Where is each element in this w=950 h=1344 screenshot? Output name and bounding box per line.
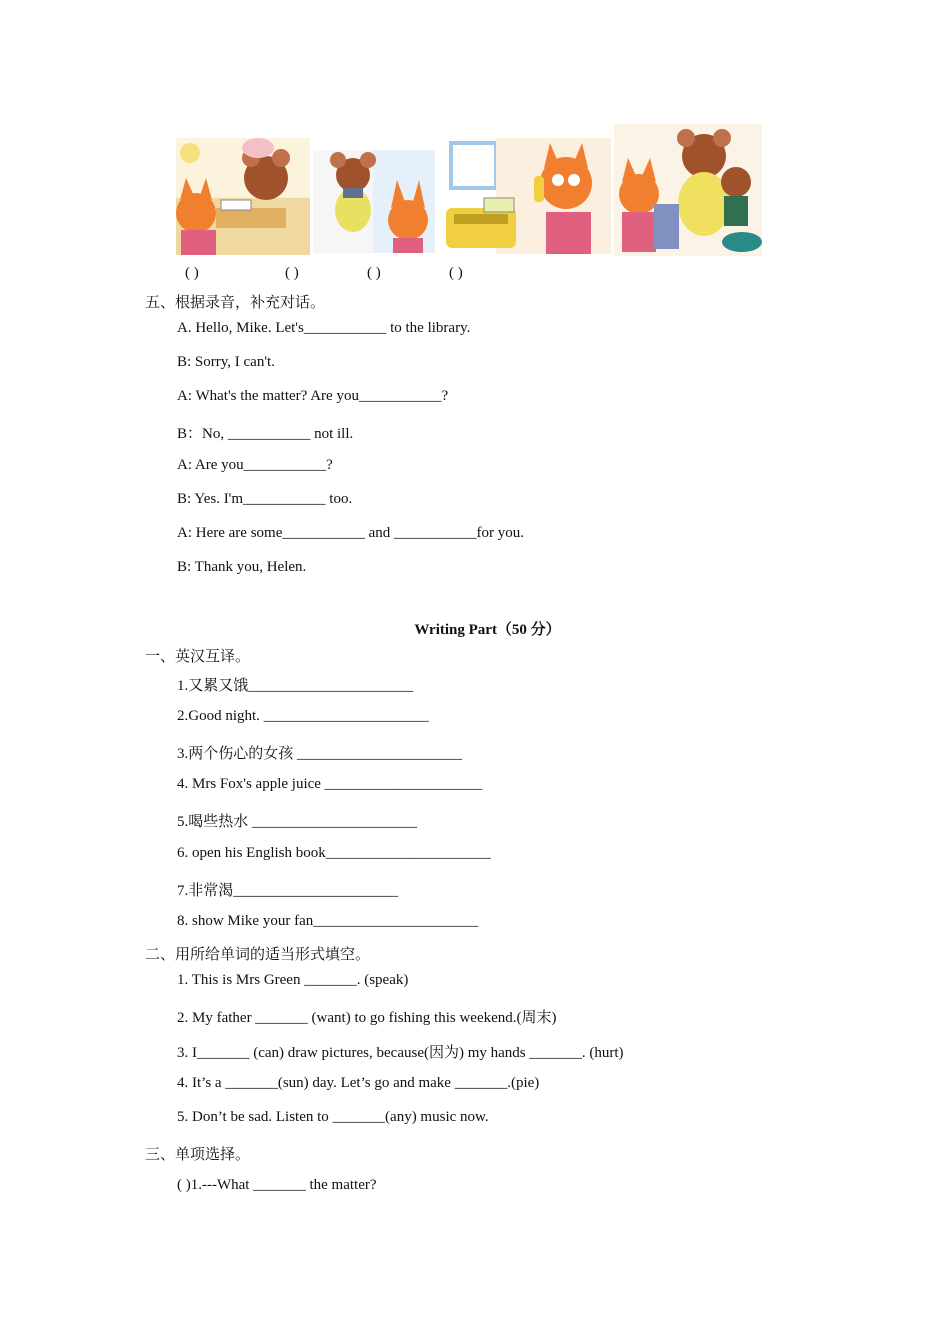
picture-1 (176, 138, 310, 255)
answer-paren-4[interactable]: ( ) (449, 265, 463, 281)
choice-item: ( )1.---What _______ the matter? (177, 1177, 377, 1193)
fill-blank-item: 2. My father _______ (want) to go fishing this weekend.(周末) (177, 1010, 557, 1026)
dialogue-line: A: What's the matter? Are you___________? (177, 388, 449, 404)
answer-paren-2[interactable]: ( ) (285, 265, 299, 281)
fill-blank-item: 3. I_______ (can) draw pictures, because(因为) my hands _______. (hurt) (177, 1045, 624, 1061)
part-two-heading: 二、用所给单词的适当形式填空。 (145, 947, 371, 963)
translation-item: 2.Good night. ______________________ (177, 708, 429, 724)
picture-3 (446, 138, 611, 254)
dialogue-line: B: Thank you, Helen. (177, 559, 307, 575)
translation-item: 7.非常渴______________________ (177, 883, 399, 899)
section-five-heading: 五、根据录音，补充对话。 (145, 295, 326, 311)
dialogue-line: A: Here are some___________ and ___________for you. (177, 525, 525, 541)
fox-on-phone-icon (446, 138, 611, 254)
dialogue-line: B: Sorry, I can't. (177, 354, 275, 370)
translation-item: 4. Mrs Fox's apple juice _____________________ (177, 776, 483, 792)
translation-item: 8. show Mike your fan______________________ (177, 913, 479, 929)
translation-item: 1.又累又饿______________________ (177, 678, 414, 694)
writing-part-title: Writing Part（50 分） (414, 622, 561, 638)
part-one-heading: 一、英汉互译。 (145, 649, 251, 665)
picture-2 (313, 150, 435, 253)
dialogue-line: A: Are you___________? (177, 457, 333, 473)
translation-item: 3.两个伤心的女孩 ______________________ (177, 746, 463, 762)
mouse-family-fox-icon (614, 124, 762, 256)
answer-paren-1[interactable]: ( ) (185, 265, 199, 281)
picture-4 (614, 124, 762, 256)
part-three-heading: 三、单项选择。 (145, 1147, 251, 1163)
translation-item: 6. open his English book______________________ (177, 845, 491, 861)
classroom-fox-mouse-pig-icon (176, 138, 310, 255)
dialogue-line: B: Yes. I'm___________ too. (177, 491, 353, 507)
translation-item: 5.喝些热水 ______________________ (177, 814, 418, 830)
dialogue-line: A. Hello, Mike. Let's___________ to the library. (177, 320, 471, 336)
fill-blank-item: 4. It’s a _______(sun) day. Let’s go and make _______.(pie) (177, 1075, 540, 1091)
fill-blank-item: 1. This is Mrs Green _______. (speak) (177, 972, 409, 988)
dialogue-line: B：No, ___________ not ill. (177, 426, 354, 442)
fill-blank-item: 5. Don’t be sad. Listen to _______(any) music now. (177, 1109, 489, 1125)
answer-paren-3[interactable]: ( ) (367, 265, 381, 281)
mouse-eating-fox-icon (313, 150, 435, 253)
